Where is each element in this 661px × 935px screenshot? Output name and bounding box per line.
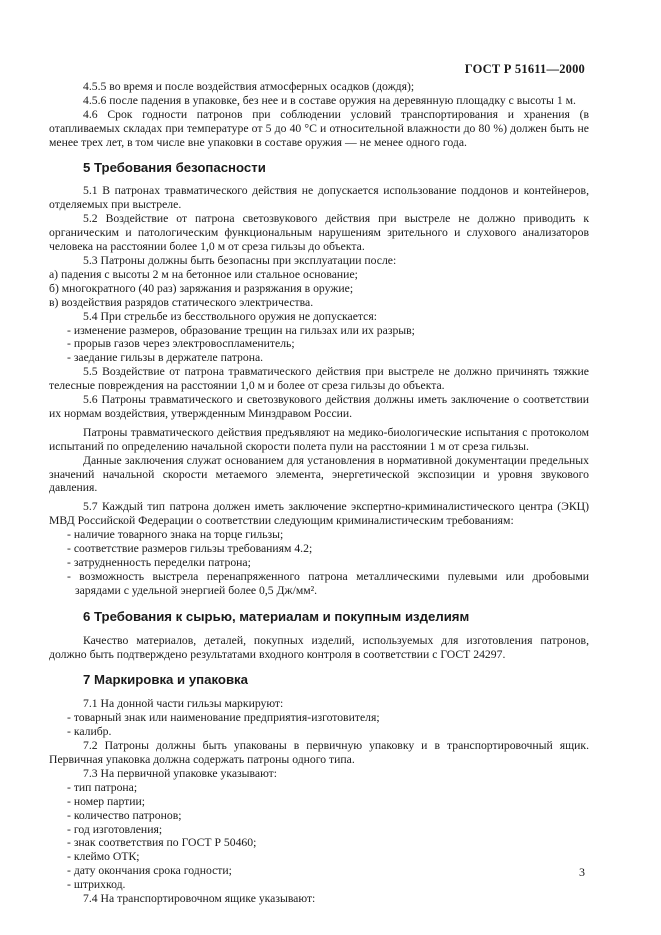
document-body (49, 80, 589, 906)
list-item: б) многократного (40 раз) заряжания и разряжания в оружие; (49, 281, 354, 295)
list-item: - знак соответствия по ГОСТ Р 50460; (67, 836, 257, 850)
page-number: 3 (579, 865, 585, 879)
list-item: - количество патронов; (67, 808, 182, 822)
list-item: - штрихкод. (67, 878, 126, 892)
clause-7-3: 7.3 На первичной упаковке указывают: (83, 766, 278, 780)
document-code: ГОСТ Р 51611—2000 (464, 62, 585, 76)
clause-7-1: 7.1 На донной части гильзы маркируют: (83, 697, 284, 711)
clause-4-6: 4.6 Срок годности патронов при соблюдении условий транспортирования и хранения (в отапливаемых складах при температуре от 5 до 40 °С и относительной влажности до 80 %) должен быть не менее трех лет, в том числе вне упаковки в составе оружия — не менее одного года. (49, 107, 589, 149)
list-item: - дату окончания срока годности; (67, 864, 232, 878)
list-item: - номер партии; (67, 794, 146, 808)
list-item: - товарный знак или наименование предприятия-изготовителя; (67, 711, 380, 725)
list-item: - заедание гильзы в держателе патрона. (67, 351, 264, 365)
list-item: - тип патрона; (67, 780, 138, 794)
clause-5-3: 5.3 Патроны должны быть безопасны при эксплуатации после: (83, 253, 397, 267)
list-item: - год изготовления; (67, 822, 163, 836)
list-item: - изменение размеров, образование трещин на гильзах или их разрыв; (67, 323, 415, 337)
list-item: - возможность выстрела перенапряженного патрона металлическими пулевыми или дробовыми зарядами с удельной энергией более 0,5 Дж/мм². (67, 569, 589, 597)
section-7-heading: 7 Маркировка и упаковка (83, 672, 248, 688)
clause-4-5-5: 4.5.5 во время и после воздействия атмосферных осадков (дождя); (83, 80, 415, 93)
clause-7-2: 7.2 Патроны должны быть упакованы в первичную упаковку и в транспортировочный ящик. Первичная упаковка должна содержать патроны одного типа. (49, 739, 589, 766)
clause-7-4: 7.4 На транспортировочном ящике указывают: (83, 892, 316, 906)
clause-5-6-para-2: Патроны травматического действия предъявляют на медико-биологические испытания с протоколом испытаний по определению начальной скорости полета пули на расстоянии 1 м от среза гильзы. (49, 425, 589, 453)
list-item: - прорыв газов через электровоспламенитель; (67, 337, 295, 351)
list-item: - клеймо ОТК; (67, 850, 140, 864)
clause-5-2: 5.2 Воздействие от патрона светозвукового действия при выстреле не должно приводить к органическим и патологическим функциональным нарушениям зрительного и слухового анализаторов человека на расстоянии более 1,0 м от среза гильзы до объекта. (49, 212, 589, 254)
clause-4-5-6: 4.5.6 после падения в упаковке, без нее и в составе оружия на деревянную площадку с высоты 1 м. (83, 93, 576, 107)
clause-5-6-para-3: Данные заключения служат основанием для установления в нормативной документации предельных значений начальной скорости метаемого элемента, энергетической экспозиции и уровня звукового давления. (49, 453, 589, 495)
list-item: - наличие товарного знака на торце гильзы; (67, 528, 284, 542)
clause-5-5: 5.5 Воздействие от патрона травматического действия при выстреле не должно причинять тяжкие телесные повреждения на расстоянии 1,0 м и более от среза гильзы до объекта. (49, 365, 589, 393)
section-6-heading: 6 Требования к сырью, материалам и покупным изделиям (83, 608, 470, 624)
list-item: в) воздействия разрядов статического электричества. (49, 295, 314, 309)
section-5-heading: 5 Требования безопасности (83, 159, 266, 175)
list-item: - затрудненность переделки патрона; (67, 556, 251, 569)
clause-5-6: 5.6 Патроны травматического и светозвукового действия должны иметь заключение о соответствии их нормам воздействия, утвержденным Минздравом России. (49, 393, 589, 420)
clause-5-1: 5.1 В патронах травматического действия не допускается использование поддонов и контейнеров, отделяемых при выстреле. (49, 184, 589, 212)
clause-5-4: 5.4 При стрельбе из бесствольного оружия не допускается: (83, 309, 377, 323)
list-item: - калибр. (67, 725, 112, 739)
clause-5-7: 5.7 Каждый тип патрона должен иметь заключение экспертно-криминалистического центра (ЭКЦ) МВД Российской Федерации о соответствии следующим криминалистическим требованиям: (49, 500, 589, 528)
list-item: а) падения с высоты 2 м на бетонное или стальное основание; (49, 267, 358, 281)
list-item: - соответствие размеров гильзы требованиям 4.2; (67, 542, 313, 556)
section-6-text: Качество материалов, деталей, покупных изделий, используемых для изготовления патронов, должно быть подтверждено результатами входного контроля в соответствии с ГОСТ 24297. (49, 633, 589, 661)
